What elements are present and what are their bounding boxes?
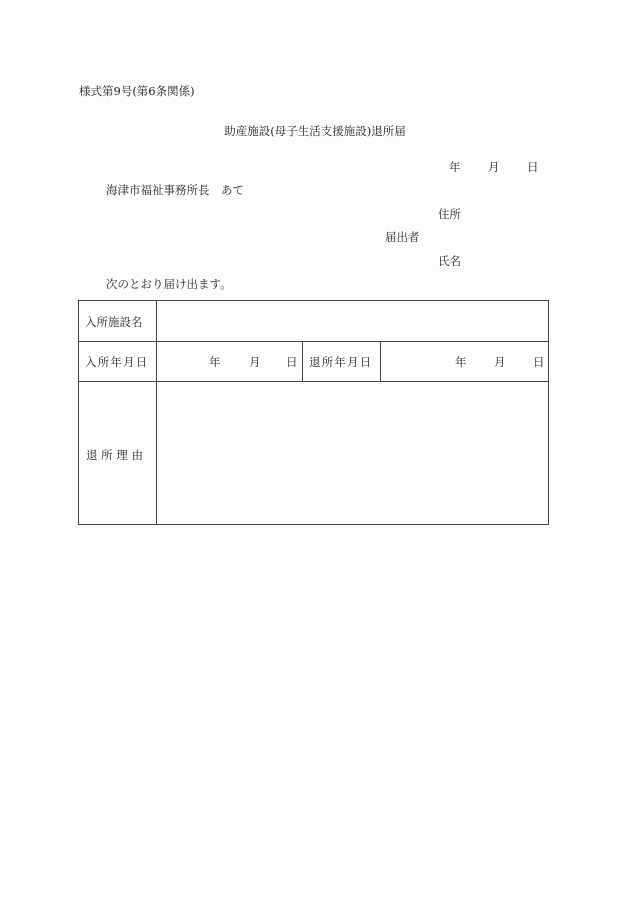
form-number-label: 様式第9号(第6条関係): [79, 84, 195, 98]
facility-name-field[interactable]: [158, 302, 548, 340]
column-divider: [302, 341, 303, 381]
discharge-month-label: 月: [494, 355, 506, 369]
admission-day-label: 日: [286, 355, 298, 369]
date-year-label: 年: [449, 160, 461, 174]
discharge-reason-field[interactable]: [158, 382, 548, 524]
discharge-year-label: 年: [455, 355, 467, 369]
discharge-date-field[interactable]: [382, 342, 548, 380]
column-divider: [380, 341, 381, 381]
intro-text: 次のとおり届け出ます。: [106, 277, 232, 291]
admission-month-label: 月: [249, 355, 261, 369]
facility-name-label: 入所施設名: [85, 315, 143, 329]
name-label: 氏名: [438, 254, 461, 268]
document-title: 助産施設(母子生活支援施設)退所届: [224, 124, 406, 138]
discharge-day-label: 日: [533, 355, 545, 369]
submitter-label: 届出者: [385, 230, 420, 244]
admission-date-label: 入所年月日: [85, 355, 149, 369]
date-month-label: 月: [488, 160, 500, 174]
form-table: [78, 300, 549, 525]
discharge-reason-label: 退 所 理 由: [86, 448, 143, 462]
admission-year-label: 年: [209, 355, 221, 369]
admission-date-field[interactable]: [158, 342, 301, 380]
address-label: 住所: [438, 207, 461, 221]
discharge-date-label: 退所年月日: [309, 355, 373, 369]
addressee: 海津市福祉事務所長 あて: [106, 183, 244, 197]
date-day-label: 日: [527, 160, 539, 174]
label-column-divider: [156, 301, 157, 524]
